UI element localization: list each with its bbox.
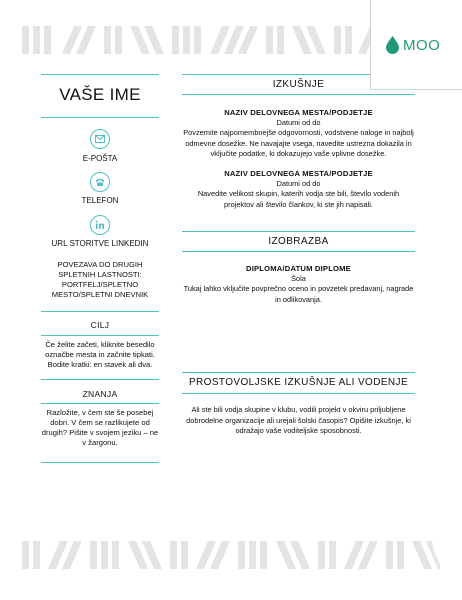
skills-text[interactable]: Razložite, v čem ste še posebej dobri. V čem se razlikujete od drugih? Pišite v svojem jeziku – ne v žargonu. [41, 408, 159, 447]
experience-bottom-rule [182, 94, 415, 95]
job-description-1[interactable]: Povzemite najpomembnejše odgovornosti, vodstvene naloge in najbolj odmevne dosežke. Ne navajajte vsega, navedite ustrezna dokazila in vključite podatke, ki dokazujejo vaše vplivne dosežke. [183, 128, 414, 158]
job-dates-2[interactable]: Datumi od do [276, 179, 321, 188]
objective-top-rule [41, 311, 159, 312]
volunteer-description[interactable]: Ali ste bili vodja skupine v klubu, vodili projekt v okviru priljubljene dobrodelne organizacije ali urejali šolski časopis? Opišite izkušnje, ki odražajo vaše voditeljske sposobnosti. [186, 405, 411, 435]
job-title-1[interactable]: NAZIV DELOVNEGA MESTA/PODJETJE [224, 108, 373, 117]
experience-title: IZKUŠNJE [272, 79, 325, 90]
job-title-2[interactable]: NAZIV DELOVNEGA MESTA/PODJETJE [224, 169, 373, 178]
job-dates-1[interactable]: Datumi od do [276, 118, 321, 127]
name-bottom-rule [41, 117, 159, 118]
skills-bottom-rule [41, 403, 159, 404]
skills-end-rule [41, 462, 159, 463]
phone-field[interactable]: TELEFON [81, 196, 119, 205]
moo-logo-box [370, 0, 462, 90]
education-top-rule [182, 231, 415, 232]
volunteer-top-rule [182, 372, 415, 373]
education-bottom-rule [182, 251, 415, 252]
email-icon [90, 129, 110, 149]
moo-drop-icon [386, 36, 399, 54]
job-description-2[interactable]: Navedite velikost skupin, katerih vodja ste bili, število vodenih projektov ali število člankov, ki ste jih napisali. [197, 189, 400, 209]
name-top-rule [41, 74, 159, 75]
education-description[interactable]: Tukaj lahko vključite povprečno oceno in povzetek predavanj, nagrade in odlikovanja. [183, 284, 414, 304]
objective-title: CILJ [90, 320, 110, 330]
skills-title: ZNANJA [82, 389, 118, 399]
candidate-name[interactable]: VAŠE IME [59, 85, 141, 104]
skills-top-rule [41, 379, 159, 380]
education-title: IZOBRAZBA [268, 236, 329, 247]
degree-title[interactable]: DIPLOMA/DATUM DIPLOME [246, 264, 351, 273]
volunteer-bottom-rule [182, 393, 415, 394]
other-links-text[interactable]: POVEZAVA DO DRUGIH SPLETNIH LASTNOSTI: PORTFELJ/SPLETNO MESTO/SPLETNI DNEVNIK [51, 260, 149, 299]
volunteer-title: PROSTOVOLJSKE IZKUŠNJE ALI VODENJE [188, 377, 409, 388]
experience-top-rule [182, 74, 370, 75]
email-field[interactable]: E-POŠTA [82, 154, 118, 163]
objective-text[interactable]: Če želite začeti, kliknite besedilo označbe mesta in začnite tipkati. Bodite kratki: en stavek ali dva. [45, 340, 155, 369]
decorative-pattern-bottom [22, 541, 440, 569]
school-name[interactable]: Šola [291, 274, 306, 283]
linkedin-field[interactable]: URL STORITVE LINKEDIN [51, 239, 149, 248]
objective-bottom-rule [41, 335, 159, 336]
phone-icon [90, 172, 110, 192]
linkedin-icon [90, 215, 110, 235]
moo-logo-text: MOO [403, 37, 441, 54]
